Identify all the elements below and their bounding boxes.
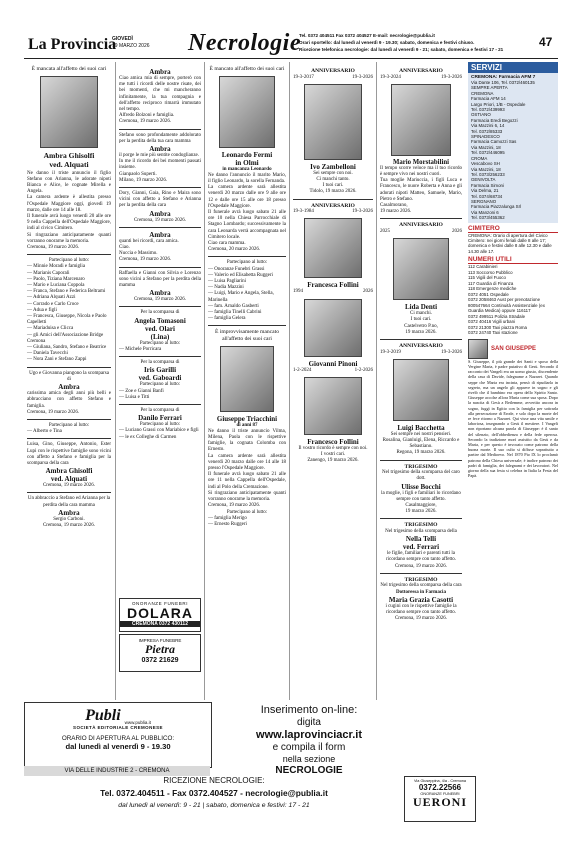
date-from: 1-2-2024 [293, 367, 312, 373]
ad-ueroni [404, 776, 476, 822]
deceased-name: Ambra [58, 508, 80, 517]
deceased-name: Mario Morstabilini [392, 158, 450, 166]
notice-body: carissima amica degli anni più belli e abbracciano con affetto Stefano e famiglia. Cremona, 19 marzo 2026. [27, 391, 111, 415]
participants-list: — Onoranze Funebri Grassi — Valerio ed Elisabetta Ruggeri — Luisa Pagliarini — Nadia Mazzini — Luigi, Mario e Angela, Stella, Marinella — fam. Arnaldo Gasberti — famiglia Tinelli Cabrini — famiglia Gelera [208, 266, 274, 322]
online-line: nella sezione [282, 754, 336, 764]
divider [27, 419, 111, 420]
column-rule [204, 62, 205, 700]
deceased-name: Giovanni Pinoni [308, 359, 358, 368]
deceased-name: Ambra [58, 383, 80, 392]
deceased-name: Ambra Ghisolfi [45, 467, 93, 476]
participants-intro: Partecipano al lutto: [139, 422, 181, 428]
participants-list: — Alberto e Tina [27, 429, 62, 435]
anniversary-dates [380, 350, 462, 356]
divider [208, 256, 286, 257]
date-from: 2025 [380, 229, 390, 235]
divider [119, 129, 201, 130]
deceased-name: Ambra [149, 289, 171, 298]
contact-line-1: Tel. 0372 404511 Fax 0372 404527 E-mail: necrologie@publia.it [299, 33, 435, 38]
portrait-photo [40, 76, 98, 148]
date-to: 19-3-2026 [441, 74, 462, 80]
deceased-name: Ambra [149, 68, 171, 76]
anniversary-dates [293, 289, 373, 295]
column-rule [289, 62, 290, 700]
sidebar-heading-numeri: NUMERI UTILI [468, 256, 558, 264]
notice-intro: È mancato all'affetto dei suoi cari [209, 66, 285, 72]
notice-body: Nel trigesimo della scomparsa della cara [380, 583, 462, 589]
ad-pietra-name: Pietra [145, 642, 175, 656]
pharmacy-heading: CREMONA: Farmacia AFM 7 [471, 75, 536, 80]
date-from: 19-3-2017 [293, 74, 314, 80]
deceased-name: Nella Telli [405, 535, 437, 544]
date-to: 1-2-2026 [354, 367, 373, 373]
deceased-name-sub: ved. Ferrari [402, 543, 440, 552]
deceased-name-sub: ved. Alquati [50, 475, 88, 484]
paper-name: La Provincia [28, 36, 117, 53]
notice-body: Il tempo scorre veloce ma il tuo ricordo è sempre vivo nei nostri cuori. Tua moglie Mariuccia, i figli Luca e Francesco, le nuore Roberta e Anna e gli adorati nipoti Matteo, Samuele, Mario, Pietro e Stefano. Casalmorano, 19 marzo 2026. [380, 165, 462, 215]
anniversary-dates [293, 368, 373, 374]
divider [119, 187, 201, 188]
date-to: 2026 [363, 289, 373, 295]
notice-body: Ne danno l'annuncio il marito Mario, il figlio Leonardo, la sorella Fernanda. La camera ardente sarà allestita venerdì 20 marzo dalle ore 9 alle ore 12 e dalle ore 15 alle ore 18 presso l'Ospedale Maggiore. Il funerale avrà luogo sabato 21 alle ore 10 nella Chiesa Parrocchiale di Stagno Lombardo; successivamente la cara Leonarda verrà accompagnata nel Cimitero locale. Ciao cara mamma. Cremona, 20 marzo 2026. [208, 172, 286, 253]
sidebar-heading-servizi: SERVIZI [468, 62, 558, 73]
deceased-name: Ulisse Bocchi [401, 482, 441, 491]
publi-url: www.publia.it [124, 720, 151, 725]
date-to: 19-3-2026 [352, 209, 373, 215]
portrait-photo [304, 377, 362, 435]
portrait-photo [304, 218, 362, 278]
notice-intro: Per la scomparsa di [140, 407, 180, 413]
opening-hours-value: dal lunedì al venerdì 9 - 19.30 [65, 742, 171, 751]
participants-list: — Michele Porricara [119, 346, 162, 352]
deceased-name: Ambra [149, 209, 171, 218]
deceased-name-sub: ved. Gaboardi [138, 374, 182, 383]
portrait-photo [393, 238, 449, 300]
ad-dolara-tagline: ONORANZE FUNEBRI [131, 601, 189, 606]
footer-address: VIA DELLE INDUSTRIE 2 - CREMONA [24, 766, 210, 776]
divider [293, 199, 373, 200]
deceased-alias: in mancanza Leonardo [222, 166, 272, 172]
divider [380, 518, 462, 519]
notice-body: Ugo e Giovanna piangono la scomparsa di [29, 370, 109, 382]
divider [119, 306, 201, 307]
ad-ueroni-address: Via Giuseppina, 4/a - Cremona [413, 779, 467, 783]
saint-text: S. Giuseppe, il più grande dei Santi e sposo della Vergine Maria, è padre putativo di Gesù. Secondo il racconto dei Vangeli era un uomo giusto, discendente della casa di Davide, falegname a Nazaret. Quando seppe che Maria era incinta, pensò di ripudiarla in segreto, ma un angelo gli apparve in sogno e gli rivelò che il bambino era opera dello Spirito Santo. Giuseppe accolse allora Maria come sua sposa. Dopo la nascita di Gesù a Betlemme, avvertito ancora in sogno, fuggì in Egitto con la famiglia per sottrarla alla persecuzione di Erode, e solo dopo la morte del re fece ritorno a Nazaret. Qui visse una vita umile e laboriosa, insegnando a Gesù il mestiere. I Vangeli non riportano alcuna parola di Giuseppe: è il santo del silenzio, dell'obbedienza e della fede operosa. Secondo la tradizione morì assistito da Gesù e da Maria, e per questo è invocato come patrono della buona morte. Il suo culto si diffuse soprattutto a partire dal Medioevo. Nel 1870 Pio IX lo proclamò patrono della Chiesa universale; è inoltre patrono dei padri di famiglia, dei falegnami e dei lavoratori. Nel giorno della sua festa si celebra in Italia la Festa del Papà. [468, 358, 558, 479]
online-line: digita [297, 717, 321, 728]
portrait-photo [219, 76, 275, 148]
participants-list: — Minnie Moradi e famiglia — Marianis Caporali — Paolo, Tiziana Marcenaro — Mario e Luciana Coppola — Franca, Stefano e Federica Beltrami — Adriana Alquati Azzi — Corrado e Carlo Croce — Adua e figli — Francesca, Giuseppe, Nicola e Paolo Capelletti — Mariaduisa e Clicca — gli Amici dell'Associazione Bridge Cremona — Giuliana, Sandro, Stefano e Beatrice — Daniela Tavecchi — Nora Zani e Stefano Zappi [27, 264, 107, 363]
divider [27, 492, 111, 493]
notice-body: Ne danno il triste annuncio Vilma, Milena, Paola con le rispettive famiglie, la cognata Colomba con Ernesto. La camera ardente sarà allestita venerdì 20 marzo dalle ore 14 alle 18 presso l'Ospedale Maggiore. Il funerale avrà luogo sabato 21 alle ore 11 nella Cappella dell'Ospedale, indi al Polo della Cremazione. Si ringraziano anticipatamente quanti vorranno onorarne la memoria. Cremona, 19 marzo 2026. [208, 428, 286, 509]
notice-date: Cremona, 19 marzo 2026. [133, 297, 187, 303]
contact-line-3: Ricezione telefonica necrologie: dal lunedì al venerdì 9 - 21; sabato, domenica e festivi 17 - 21 [299, 47, 504, 52]
footer-publi-box [24, 702, 212, 768]
sidebar-heading-cimitero: CIMITERO [468, 225, 558, 233]
trigesimo-heading: TRIGESIMO [404, 463, 438, 470]
contact-line-2: Orari sportello: dal lunedì al venerdì 9 - 19.30; sabato, domenica e festivi chiuso. [299, 40, 475, 45]
publi-name: Publi [85, 707, 121, 724]
divider [380, 573, 462, 574]
notice-intro: Per la scomparsa di [140, 310, 180, 316]
participants-intro: Partecipano al lutto: [48, 258, 90, 264]
section-title: Necrologie [188, 30, 301, 56]
portrait-photo [304, 84, 362, 160]
divider [119, 404, 201, 405]
anniversary-dates [380, 75, 462, 81]
portrait-photo [220, 346, 274, 412]
ad-pietra-tagline: IMPRESA FUNEBRE [138, 638, 182, 643]
trigesimo-heading: TRIGESIMO [404, 522, 438, 529]
online-url[interactable]: www.laprovinciacr.it [256, 729, 362, 741]
notice-date: Cremona, 19 marzo 2026. [133, 217, 187, 223]
portrait-photo [391, 84, 451, 156]
notice-body: Sei sempre nei nostri pensieri. Rosalina, Gianluigi, Elena, Riccardo e Sebastiano. Regona, 19 marzo 2026. [382, 431, 460, 456]
date-to: 2026 [452, 229, 462, 235]
masthead-rule [24, 58, 558, 59]
deceased-name: Ambra Ghisolfi [43, 150, 95, 160]
notice-date: Cremona, 19 marzo 2026. [42, 522, 96, 528]
divider [380, 218, 462, 219]
page-number: 47 [539, 35, 553, 49]
deceased-name: Angela Tomasoni [134, 316, 186, 325]
participants-intro: Partecipano al lutto: [139, 340, 181, 346]
notice-intro: Per la scomparsa di [140, 360, 180, 366]
ad-dolara [119, 598, 201, 632]
anniversary-heading: ANNIVERSARIO [399, 343, 443, 350]
issue-date: 19 MARZO 2026 [112, 43, 150, 49]
notice-body: le figlie, familiari e parenti tutti la ricordano sempre con tanto affetto. Cremona, 19 marzo 2026. [385, 551, 457, 569]
participants-intro: Partecipano al lutto: [226, 260, 268, 266]
participants-list: — Zoe e Gianni Banfi — Luisa e Titti [119, 388, 164, 400]
divider [119, 267, 201, 268]
deceased-name-sub: in Olmi [235, 158, 259, 167]
date-from: 19-3-2024 [380, 74, 401, 80]
notice-intro: È mancata all'affetto dei suoi cari [31, 66, 107, 72]
deceased-name: Francesco Follini [307, 437, 359, 446]
cemetery-hours: CREMONA: Orario di apertura del Civico Cimitero: nei giorni feriali dalle 8 alle 17; domenica e festivi dalle 8 alle 12.30 e dalle 14.30 alle 17. [468, 232, 552, 254]
pharmacy-box [468, 73, 558, 223]
deceased-name: Francesca Follini [307, 281, 359, 290]
notice-body: Sei sempre con noi. Ci manchi tanto. I tuoi cari. Tidolo, 19 marzo 2026. [309, 170, 357, 195]
ad-ueroni-tagline: ONORANZE FUNEBRI [420, 792, 460, 796]
ad-pietra [119, 634, 201, 672]
deceased-name: Ivo Zambelloni [310, 162, 356, 171]
participants-list: — Luciano Grassi con Mariabice e figli — le ex Colleghe di Carmen [119, 428, 199, 440]
notice-body: Raffaella e Gianni con Silvia e Lorenzo sono vicini a Stefano per la perdita della mamma [119, 270, 201, 289]
portrait-photo [393, 359, 449, 421]
notice-body: Ciao amica mia di sempre, porterò con me tutti i ricordi delle nostre risate, dei bei momenti, che mi mancheranno infinitamente, la tua compagnia e dell'affetto reciproco rimarrà immutato nel tempo. Alfredo Bolzoni e famiglia. Cremona, 19 marzo 2026. [119, 76, 201, 125]
useful-numbers-list: 112 Carabinieri 113 Soccorso Pubblico 115 Vigili del Fuoco 117 Guardia di Finanza 118 Emergenze mediche 0372 4051 Ospedale 0372 2058463 Aust per prenotazione 800547664 Continuità Assistenziale (ex Guardia Medica) oppure 116117 0372 499511 Polizia Stradale 0372 40416 Vigili urbani 0372 21300 Taxi piazza Roma 0372 24740 Taxi stazione [468, 264, 545, 336]
deceased-age: di anni 87 [236, 422, 258, 428]
deceased-name: Iris Garilli [143, 366, 177, 375]
notice-intro: È improvvisamente mancato all'affetto dei suoi cari [215, 329, 279, 343]
divider [208, 325, 286, 326]
saint-image [468, 339, 488, 359]
date-from: 19-3-1984 [293, 209, 314, 215]
divider [119, 227, 201, 228]
online-line: e compila il form [272, 742, 346, 753]
column-rule [115, 62, 116, 700]
reception-hours: dal lunedì al venerdì: 9 - 21 | sabato, domenica e festivi: 17 - 21 [118, 802, 310, 809]
reception-contacts: Tel. 0372.404511 - Fax 0372.404527 - necrologie@publia.it [100, 788, 328, 798]
column-4 [293, 62, 373, 464]
participants-list: — famiglia Merigo — Ernesto Ruggeri [208, 515, 247, 527]
masthead [24, 24, 558, 58]
publi-subtitle: SOCIETÀ EDITORIALE CREMONESE [73, 725, 163, 730]
notice-body: Ne danno il triste annuncio il figlio Stefano con Arianna, le adorate nipoti Bianca e Alice, le cognate Mirella e Angela. La camera ardente è allestita presso l'Ospedale Maggiore oggi, giovedì 19 marzo, dalle ore 14 alle 18. Il funerale avrà luogo venerdì 20 alle ore 9 nella Cappella dell'Ospedale Maggiore, indi al civico Cimitero. Si ringraziano anticipatamente quanti vorranno onorarne la memoria. Cremona, 19 marzo 2026. [27, 170, 111, 251]
notice-body: Un abbraccio a Stefano ed Arianna per la perdita della cara mamma [27, 496, 111, 508]
date-from: 1994 [293, 289, 303, 295]
anniversary-heading: ANNIVERSARIO [399, 222, 443, 229]
anniversary-heading: ANNIVERSARIO [311, 68, 355, 74]
column-1 [27, 62, 111, 529]
deceased-name-sub: ved. Alquati [49, 159, 89, 169]
notice-body: il porge le mie più sentite condoglianze. In me il ricordo dei bei momenti passati insieme. Gianpaolo Superti. Milano, 19 marzo 2026. [119, 153, 201, 183]
participants-intro: Partecipano al lutto: [139, 382, 181, 388]
notice-body: Luisa, Gino, Giuseppe, Antonio, Ester Lupi con le rispettive famiglie sono vicini con affetto a Stefano e famiglia per la scomparsa della cara [27, 442, 111, 466]
trigesimo-heading: TRIGESIMO [404, 576, 438, 583]
deceased-name: Danilo Ferrari [138, 414, 182, 423]
pharmacy-list: Via Dante 106, Tel. 0372/460135 SEMPRE APERTA CREMONA Farmacia AFM 14 Largo Priori, 1/B - Ospedale Tel. 0372/439993 OSTIANO Farmacia Eredi Begozzi Via Mazzini 6, 14 Tel. 0372/85333 SPINADESCO Farmacia Camozzi Sas Via Mazzini, 18 Tel. 0372/446095 CROMA Vescabovo SH Via Mazzini, 18 Tel. 0373/256233 GENIVOLTA Farmacia Simoni Via Delma, 21 Tel. 0374/68734 SERGNANO Farmacia Piazzalunga Srl Via Manzoni 6 Tel. 0373/455362 [471, 80, 535, 221]
date-to: 19-3-2026 [441, 349, 462, 355]
issue-day: GIOVEDÌ [112, 36, 133, 42]
online-title: Inserimento on-line: [260, 704, 358, 716]
online-box [216, 704, 402, 774]
saint-header [468, 339, 558, 359]
notice-signature: Sergio Carboni. [53, 516, 85, 522]
deceased-name: Luigi Bacchetta [397, 423, 445, 432]
ad-ueroni-name: UERONI [412, 795, 467, 809]
deceased-name: Lida Denti [404, 303, 438, 312]
participants-intro: Partecipano al lutto: [48, 422, 90, 428]
online-section: NECROLOGIE [275, 765, 343, 776]
divider [380, 339, 462, 340]
divider [27, 438, 111, 439]
notice-body: Nel trigesimo della scomparsa della [385, 529, 457, 535]
anniversary-heading: ANNIVERSARIO [311, 202, 355, 209]
divider [380, 460, 462, 461]
opening-hours-label: ORARIO DI APERTURA AL PUBBLICO: [61, 735, 175, 742]
deceased-name-sub: ved. Olari [145, 324, 175, 333]
ad-ueroni-phone: 0372.22566 [418, 783, 462, 792]
deceased-name: Maria Grazia Casotti [388, 595, 454, 604]
notice-body: Il vostro ricordo è sempre con noi. I vostri cari. Zanengo, 19 marzo 2026. [298, 445, 368, 464]
anniversary-heading: ANNIVERSARIO [399, 68, 443, 74]
column-rule [376, 62, 377, 700]
deceased-title: Dottoressa in Farmacia [396, 589, 446, 595]
ad-pietra-phone: 0372 21629 [141, 657, 179, 664]
notice-body: i cugini con le rispettive famiglie la ricordano sempre con tanto affetto. Cremona, 19 marzo 2026. [385, 603, 457, 622]
column-2 [119, 62, 201, 441]
divider [27, 254, 111, 255]
notice-body: Nel trigesimo della scomparsa del caro [382, 470, 460, 476]
ad-dolara-name: DOLARA [127, 605, 193, 621]
date-from: 19-3-2019 [380, 349, 401, 355]
notice-body: Dory, Gianni, Gaia, Rino e Maira sono vicini con affetto a Stefano e Arianna per la perdita della cara [119, 191, 201, 209]
column-3 [208, 62, 286, 528]
divider [27, 367, 111, 368]
deceased-name: Ambra [149, 145, 171, 154]
deceased-name: Ambra [149, 230, 171, 239]
notice-body: quanti bei ricordi, cara amica. Ciao. Nuccia e Massimo. Cremona, 19 marzo 2026. [119, 238, 179, 263]
divider [119, 356, 201, 357]
reception-heading: RICEZIONE NECROLOGIE: [163, 776, 265, 785]
anniversary-dates [380, 229, 462, 235]
participants-intro: Partecipano al lutto: [226, 509, 268, 515]
deceased-name: Giuseppe Triacchini [216, 414, 278, 423]
portrait-photo [304, 299, 362, 357]
date-to: 19-3-2026 [352, 74, 373, 80]
anniversary-dates [293, 75, 373, 81]
services-sidebar [468, 62, 558, 774]
anniversary-dates [293, 209, 373, 215]
ad-dolara-phone: CREMONA 0372 430112 [120, 621, 200, 627]
deceased-nickname: (Lina) [150, 332, 170, 341]
notice-date: Cremona, 19 marzo 2026. [42, 483, 96, 489]
deceased-name: Leonardo Fermi [221, 150, 273, 159]
column-5 [380, 62, 462, 622]
deceased-title: dott. [416, 476, 426, 482]
saint-name: SAN GIUSEPPE [491, 345, 537, 352]
notice-body: la moglie, i figli e familiari lo ricordano sempre con tanto affetto. Casalmaggiore, 19 marzo 2026. [381, 490, 461, 515]
notice-body: Stefano sono profondamente addolorato per la perdita della tua cara mamma [119, 132, 201, 144]
publi-logo [25, 707, 211, 725]
notice-body: Ci manchi. I tuoi cari. Castelvetro P.no, 19 marzo 2026. [404, 311, 438, 335]
